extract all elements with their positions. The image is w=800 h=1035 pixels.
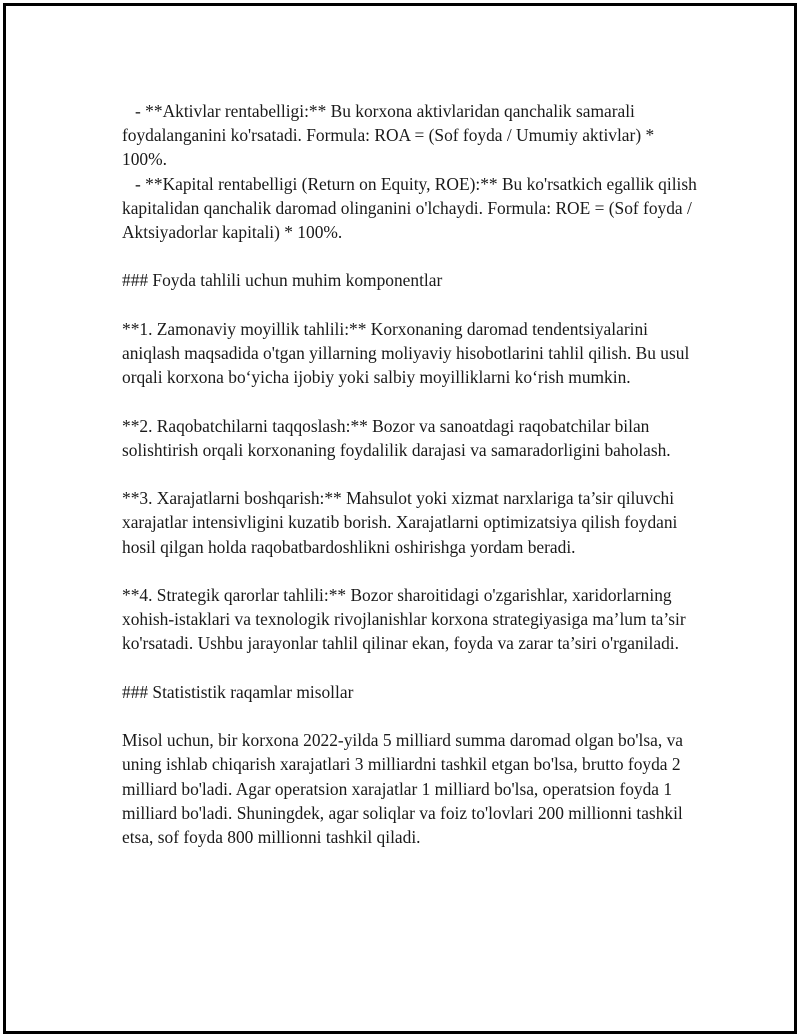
blank-line: [122, 293, 702, 317]
section-heading: ### Foyda tahlili uchun muhim komponentlar: [122, 270, 443, 291]
blank-line: [122, 244, 702, 268]
blank-line: [122, 656, 702, 680]
roa-bullet: - **Aktivlar rentabelligi:** Bu korxona aktivlaridan qanchalik samarali foydalanganini ko'rsatadi. Formula: ROA = (Sof foyda / Umumiy aktivlar) * 100%.: [122, 101, 659, 170]
blank-line: [122, 462, 702, 486]
component-2-paragraph: **2. Raqobatchilarni taqqoslash:** Bozor va sanoatdagi raqobatchilar bilan solishtirish orqali korxonaning foydalilik darajasi va samaradorligini baholash.: [122, 415, 671, 460]
section-heading: ### Statististik raqamlar misollar: [122, 681, 354, 702]
blank-line: [122, 389, 702, 413]
component-3-paragraph: **3. Xarajatlarni boshqarish:** Mahsulot yoki xizmat narxlariga ta’sir qiluvchi xarajatlar intensivligini kuzatib borish. Xarajatlarni optimizatsiya qilish foydani hosil qilgan holda raqobatbardoshlikni oshirishga yordam beradi.: [122, 488, 682, 557]
example-paragraph: Misol uchun, bir korxona 2022-yilda 5 milliard summa daromad olgan bo'lsa, va uning ishlab chiqarish xarajatlari 3 milliardni tashkil etgan bo'lsa, brutto foyda 2 milliard bo'ladi. Agar operatsion xarajatlar 1 milliard bo'lsa, operatsion foyda 1 milliard bo'ladi. Shuningdek, agar soliqlar va foiz to'lovlari 200 millionni tashkil etsa, sof foyda 800 millionni tashkil qiladi.: [122, 730, 688, 847]
blank-line: [122, 704, 702, 728]
roe-bullet: - **Kapital rentabelligi (Return on Equity, ROE):** Bu ko'rsatkich egallik qilish kapitalidan qanchalik daromad olinganini o'lchaydi. Formula: ROE = (Sof foyda / Aktsiyadorlar kapitali) * 100%.: [122, 173, 702, 243]
component-1-paragraph: **1. Zamonaviy moyillik tahlili:** Korxonaning daromad tendentsiyalarini aniqlash maqsadida o'tgan yillarning moliyaviy hisobotlarini tahlil qilish. Bu usul orqali korxona bo‘yicha ijobiy yoki salbiy moyilliklarni ko‘rish mumkin.: [122, 318, 694, 388]
document-body: [122, 99, 702, 849]
component-4-paragraph: **4. Strategik qarorlar tahlili:** Bozor sharoitidagi o'zgarishlar, xaridorlarning xohish-istaklari va texnologik rivojlanishlar korxona strategiyasiga ma’lum ta’sir ko'rsatadi. Ushbu jarayonlar tahlil qilinar ekan, foyda va zarar ta’siri o'rganiladi.: [122, 584, 690, 654]
blank-line: [122, 559, 702, 583]
page-frame: [3, 3, 797, 1034]
